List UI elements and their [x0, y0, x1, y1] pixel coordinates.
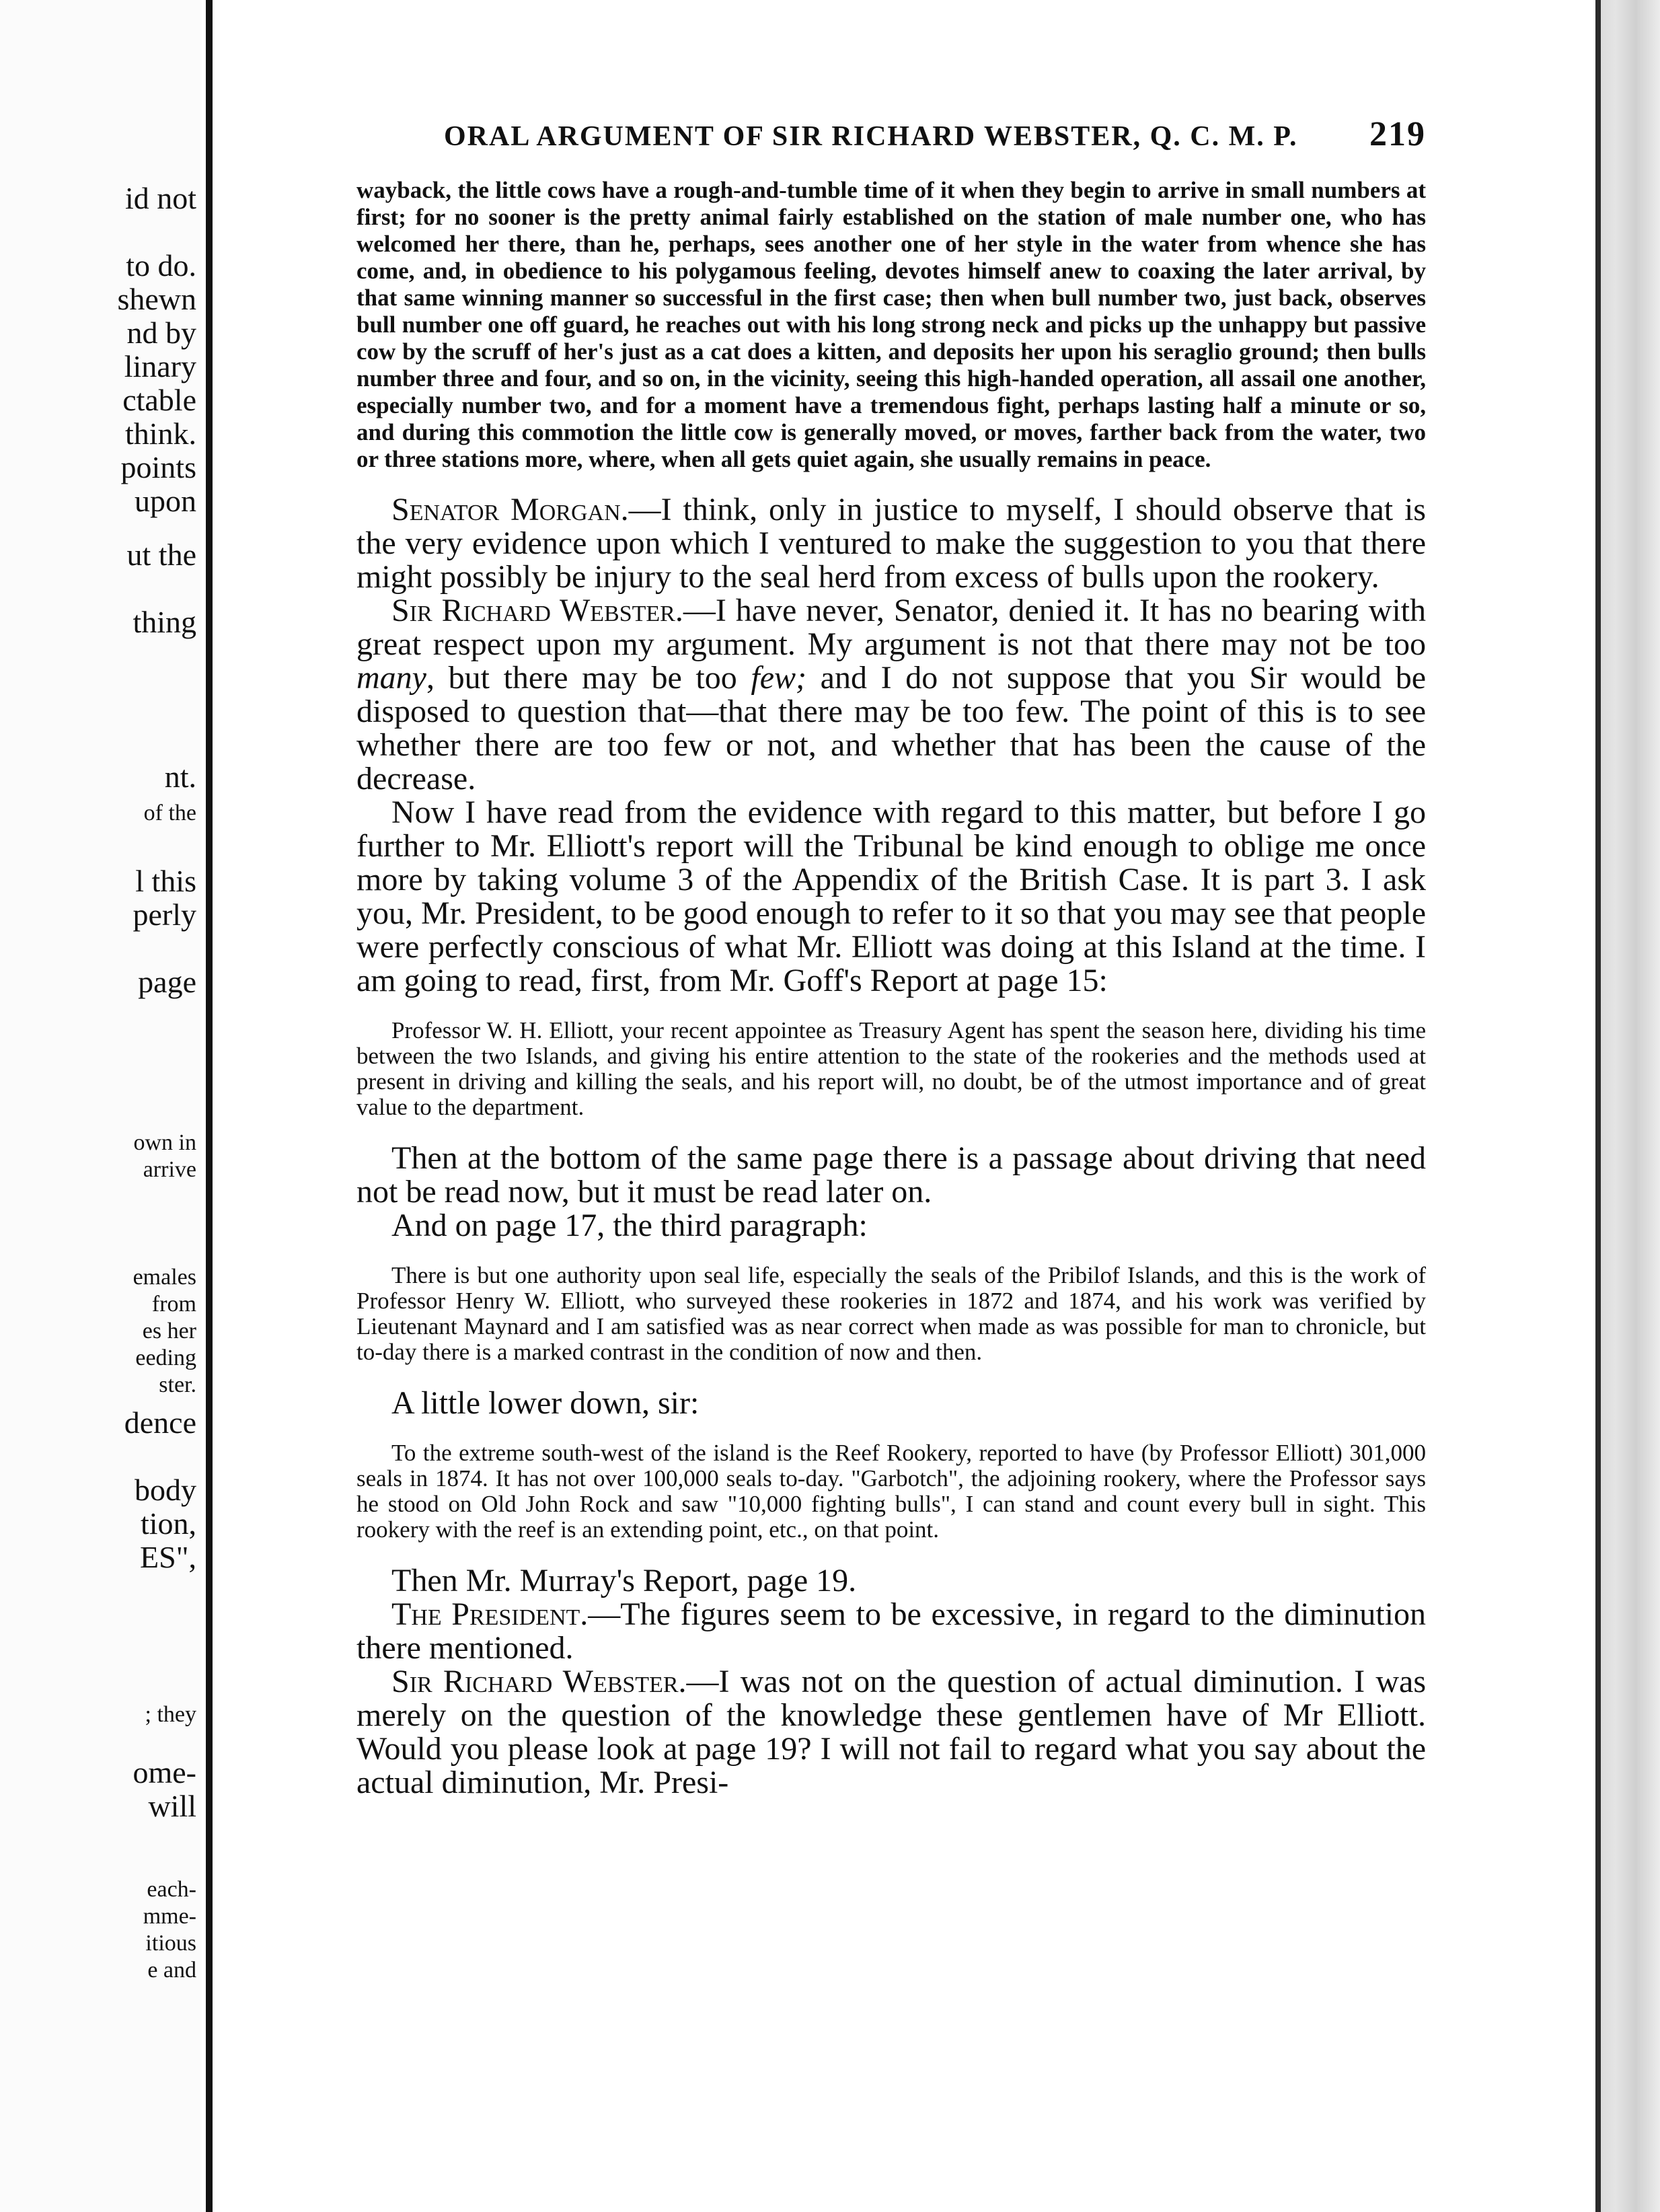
- prev-page-line: eeding: [135, 1345, 196, 1370]
- quote-authority: There is but one authority upon seal life, especially the seals of the Pribilof Islands, and this is the work of Professor Henry W. Elliott, who surveyed these rookeries in 1872 and 1874, and his work was verified by Lieutenant Maynard and I am satisfied was as near correct when made as was possible for man to chronicle, but to-day there is a marked contrast in the condition of now and then.: [356, 1262, 1426, 1365]
- paragraph-page-17: And on page 17, the third paragraph:: [391, 1208, 868, 1243]
- prev-page-line: tion,: [140, 1506, 196, 1541]
- running-head: [356, 114, 1426, 154]
- quote-goff-report: Professor W. H. Elliott, your recent appointee as Treasury Agent has spent the season here, dividing his time between the two Islands, and giving his entire attention to the state of the rookeries and the methods used at present in driving and killing the seals, and his report will, no doubt, be of the utmost importance and of great value to the department.: [356, 1017, 1426, 1120]
- webster1-text-a: —I have never, Senator, denied it. It has no bearing with great respect upon my argument. My argument is not that there may not be too: [356, 593, 1426, 662]
- prev-page-line: of the: [143, 801, 196, 825]
- prev-page-line: shewn: [117, 282, 196, 316]
- webster2-text: —I was not on the question of actual diminution. I was merely on the question of the knowledge these gentlemen have of Mr Elliott. Would you please look at page 19? I will not fail to regard what you say about the actual diminution, Mr. Presi-: [356, 1664, 1426, 1800]
- prev-page-line: ome-: [133, 1755, 196, 1790]
- paragraph-webster-2: [356, 1665, 1426, 1800]
- paragraph-president: [356, 1598, 1426, 1665]
- speaker-president: The President.: [391, 1596, 589, 1632]
- prev-page-line: from: [151, 1292, 196, 1317]
- prev-page-line: es her: [142, 1319, 196, 1343]
- paragraph-murray: Then Mr. Murray's Report, page 19.: [391, 1563, 857, 1598]
- paragraph-lower-down: A little lower down, sir:: [391, 1385, 700, 1421]
- speaker-morgan: Senator Morgan.: [391, 492, 629, 527]
- prev-page-line: ster.: [159, 1372, 196, 1397]
- running-head-title: ORAL ARGUMENT OF SIR RICHARD WEBSTER, Q. C. M. P.: [444, 121, 1298, 152]
- prev-page-line: arrive: [143, 1157, 196, 1182]
- paragraph-webster-1: [356, 594, 1426, 796]
- quote-reef-rookery: To the extreme south-west of the island is the Reef Rookery, reported to have (by Professor Elliott) 301,000 seals in 1874. It has not over 100,000 seals to-day. "Garbotch", the adjoining rookery, where the Professor says he stood on Old John Rock and saw "10,000 fighting bulls", I can stand and count every bull in sight. This rookery with the reef is an extending point, etc., on that point.: [356, 1440, 1426, 1543]
- prev-page-line: page: [138, 965, 196, 999]
- speaker-webster-2: Sir Richard Webster.: [391, 1664, 687, 1699]
- prev-page-line: own in: [133, 1130, 196, 1155]
- prev-page-line: ; they: [145, 1702, 196, 1727]
- book-gutter: [206, 0, 213, 2212]
- morgan-text: —I think, only in justice to myself, I should observe that is the very evidence upon which I ventured to make the suggestion to you that there might possibly be injury to the seal herd from excess of bulls upon the rookery.: [356, 492, 1426, 595]
- prev-page-line: emales: [133, 1265, 196, 1290]
- prev-page-line: id not: [124, 181, 196, 215]
- prev-page-line: points: [120, 450, 196, 484]
- prev-page-line: will: [148, 1789, 196, 1823]
- prev-page-line: ut the: [126, 538, 196, 572]
- prev-page-line: body: [135, 1473, 196, 1507]
- prev-page-line: ES",: [140, 1540, 196, 1574]
- prev-page-line: think.: [124, 416, 196, 451]
- prev-page-line: l this: [135, 864, 196, 898]
- page-edge: [1595, 0, 1660, 2212]
- prev-page-line: nt.: [164, 760, 196, 794]
- webster1-text-b: , but there may be too: [426, 660, 751, 696]
- opening-quote-block: wayback, the little cows have a rough-and-tumble time of it when they begin to arrive in small numbers at first; for no sooner is the pretty animal fairly established on the station of male number one, who has welcomed her there, than he, perhaps, sees another one of her style in the water from whence she has come, and, in obedience to his polygamous feeling, devotes himself anew to coaxing the later arrival, by that same winning manner so successful in the first case; then when bull number two, just back, observes bull number one off guard, he reaches out with his long strong neck and picks up the unhappy but passive cow by the scruff of her's just as a cat does a kitten, and deposits her upon his seraglio ground; then bulls number three and four, and so on, in the vicinity, seeing this high-handed operation, all assail one another, especially number two, and for a moment have a tremendous fight, perhaps lasting half a minute or so, and during this commotion the little cow is generally moved, or moves, farther back from the water, two or three stations more, where, when all gets quiet again, she usually remains in peace.: [356, 177, 1426, 472]
- webster1-text-c: and I do not suppose that you Sir would be disposed to question that—that there may be too few. The point of this is to see whether there are too few or not, and whether that has been the cause of the decrease.: [356, 660, 1426, 797]
- prev-page-line: thing: [133, 605, 196, 639]
- prev-page-line: each-: [147, 1877, 196, 1902]
- prev-page-line: linary: [124, 349, 196, 383]
- president-text: —The figures seem to be excessive, in regard to the diminution there mentioned.: [356, 1596, 1426, 1666]
- prev-page-line: mme-: [143, 1904, 196, 1929]
- prev-page-line: upon: [135, 484, 196, 518]
- paragraph-then: Then at the bottom of the same page there is a passage about driving that need not be read now, but it must be read later on.: [356, 1140, 1426, 1210]
- paragraph-now: Now I have read from the evidence with regard to this matter, but before I go further to Mr. Elliott's report will the Tribunal be kind enough to oblige me once more by taking volume 3 of the Appendix of the British Case. It is part 3. I ask you, Mr. President, to be good enough to refer to it so that you may see that people were perfectly conscious of what Mr. Elliott was doing at this Island at the time. I am going to read, first, from Mr. Goff's Report at page 15:: [356, 795, 1426, 998]
- prev-page-line: e and: [147, 1958, 196, 1983]
- previous-page-fragment: [0, 0, 202, 2212]
- prev-page-line: ctable: [122, 383, 196, 417]
- speaker-webster-1: Sir Richard Webster.: [391, 593, 683, 628]
- emphasis-few: few;: [751, 660, 806, 696]
- prev-page-line: perly: [133, 897, 196, 932]
- page-number: 219: [1369, 115, 1426, 153]
- page-content: [356, 114, 1426, 1800]
- prev-page-line: nd by: [126, 316, 196, 350]
- prev-page-line: to do.: [126, 248, 196, 283]
- paragraph-morgan: [356, 493, 1426, 594]
- prev-page-line: dence: [124, 1405, 196, 1440]
- emphasis-many: many: [356, 660, 426, 696]
- prev-page-line: itious: [145, 1931, 196, 1956]
